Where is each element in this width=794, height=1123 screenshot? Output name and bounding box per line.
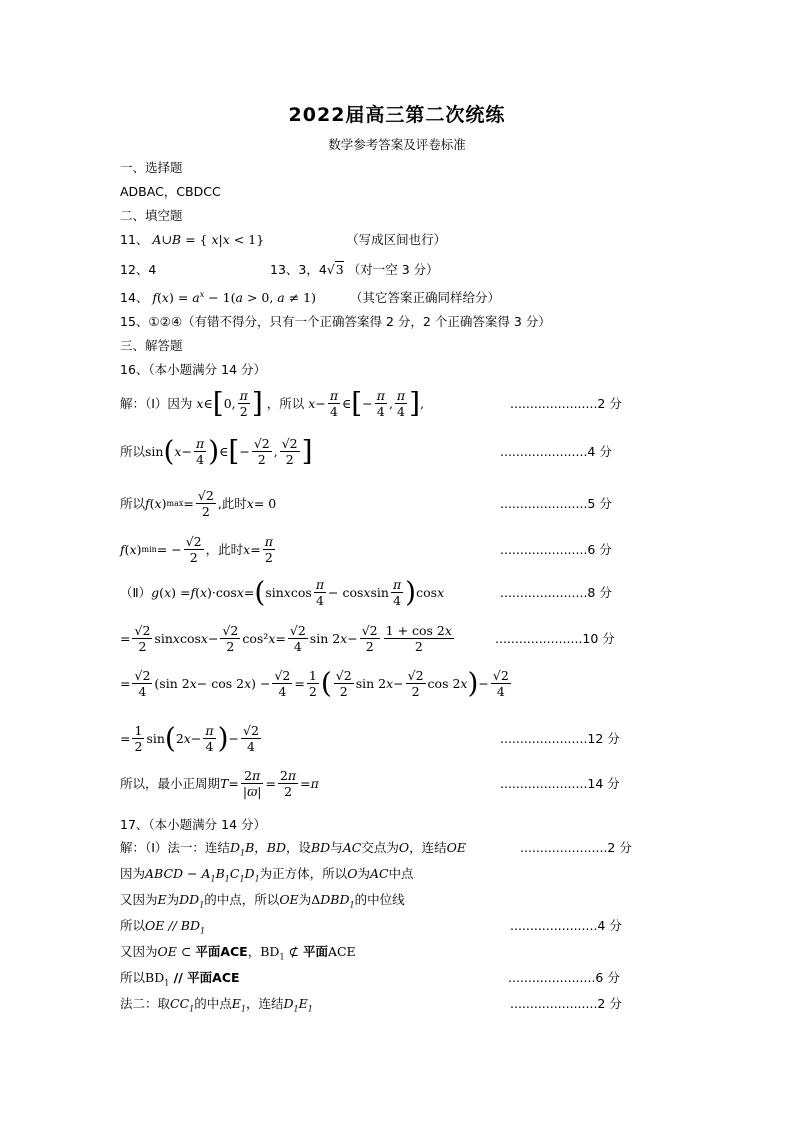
- score-q16-14: ......................14 分: [500, 776, 620, 791]
- q17-step4: 所以OE // $BD_1$: [120, 918, 206, 936]
- q13-line: 13、3，4√3 （对一空 3 分）: [270, 262, 439, 277]
- score-q17-4: ......................4 分: [510, 918, 622, 933]
- q16-step6: = $\frac{√2}{2}$ sinxcosx− $\frac{√2}{2}$ cos²x= $\frac{√2}{4}$ sin 2x− $\frac{√2}{2}$ $\frac{1 + \cos 2x}{2}$: [120, 623, 452, 654]
- q11-line: 11、 A∪B = { x|x < 1} （写成区间也行）: [120, 232, 447, 247]
- score-q17-6: ......................6 分: [508, 970, 620, 985]
- q16-step8: = $\frac{1}{2}$ sin(2x− $\frac{\pi}{4}$ )− $\frac{√2}{4}$: [120, 721, 259, 755]
- q17-method2: 法二：取$CC_1$的中点$E_1$，连结$D_1E_1$: [120, 996, 313, 1014]
- q14-line: 14、 $f(x) = a^x - 1(a > 0$, a ≠ 1) （其它答案正确同样给分）: [120, 290, 500, 306]
- score-q16-4: ......................4 分: [500, 444, 612, 459]
- q16-step1: 解：（Ⅰ）因为 x∈[0, $\frac{\pi}{2}$ ] ，所以 x− $\frac{\pi}{4}$ ∈[− $\frac{\pi}{4}$ , $\frac{\pi}{4}$ ],: [120, 386, 425, 420]
- score-q17-2: ......................2 分: [520, 840, 632, 855]
- q16-step3: 所以f(x)max= $\frac{√2}{2}$ ,此时x= 0: [120, 488, 277, 519]
- choice-answers: ADBAC，CBDCC: [120, 184, 221, 199]
- score-q17-2b: ......................2 分: [510, 996, 622, 1011]
- section-solve-heading: 三、解答题: [120, 338, 183, 353]
- q17-step5: 又因为OE ⊂ 平面ACE，$BD_1$ ⊄ 平面ACE: [120, 944, 356, 962]
- q16-step9: 所以，最小正周期T= $\frac{2\pi}{|ϖ|}$ = $\frac{2\pi}{2}$ =π: [120, 768, 319, 799]
- score-q16-8: ......................8 分: [500, 585, 612, 600]
- q16-heading: 16、（本小题满分 14 分）: [120, 362, 267, 377]
- page-title: 2022届高三第二次统练: [288, 104, 506, 126]
- q17-step1: 解：（Ⅰ）法一：连结$D_1B$，BD，设BD与AC交点为O，连结OE: [120, 840, 466, 858]
- q16-step7: = $\frac{√2}{4}$ (sin 2x− cos 2x) − $\frac{√2}{4}$ = $\frac{1}{2}$ ( $\frac{√2}{2}$ sin 2x− $\frac{√2}{2}$ cos 2x)− $\frac{√2}{4}$: [120, 666, 509, 700]
- q17-step2: 因为ABCD − $A_1B_1C_1D_1$为正方体，所以O为AC中点: [120, 866, 414, 884]
- score-q16-5: ......................5 分: [500, 496, 612, 511]
- q11-formula: A: [152, 232, 162, 247]
- q16-step4: f(x)min= − $\frac{√2}{2}$ ，此时x= $\frac{\pi}{2}$: [120, 534, 273, 565]
- page-subtitle: 数学参考答案及评卷标准: [328, 137, 466, 152]
- score-q16-10: ......................10 分: [495, 631, 615, 646]
- q17-step6: 所以$BD_1$ // 平面ACE: [120, 970, 240, 988]
- section-choice-heading: 一、选择题: [120, 160, 183, 175]
- score-q16-2: ......................2 分: [510, 396, 622, 411]
- q15-line: 15、①②④（有错不得分，只有一个正确答案得 2 分，2 个正确答案得 3 分）: [120, 314, 551, 329]
- q17-step3: 又因为E为$DD_1$的中点，所以OE为$\Delta DBD_1$的中位线: [120, 892, 405, 910]
- q16-part2: （Ⅱ）g(x) =f(x)·cosx=(sinxcos $\frac{\pi}{4}$ − cosxsin $\frac{\pi}{4}$ )cosx: [120, 575, 445, 609]
- q16-step2: 所以sin(x− $\frac{\pi}{4}$ )∈[− $\frac{√2}{2}$ , $\frac{√2}{2}$ ]: [120, 434, 313, 468]
- q17-heading: 17、（本小题满分 14 分）: [120, 817, 267, 832]
- score-q16-6: ......................6 分: [500, 542, 612, 557]
- q12-line: 12、4: [120, 262, 157, 277]
- score-q16-12: ......................12 分: [500, 731, 620, 746]
- section-fill-heading: 二、填空题: [120, 208, 183, 223]
